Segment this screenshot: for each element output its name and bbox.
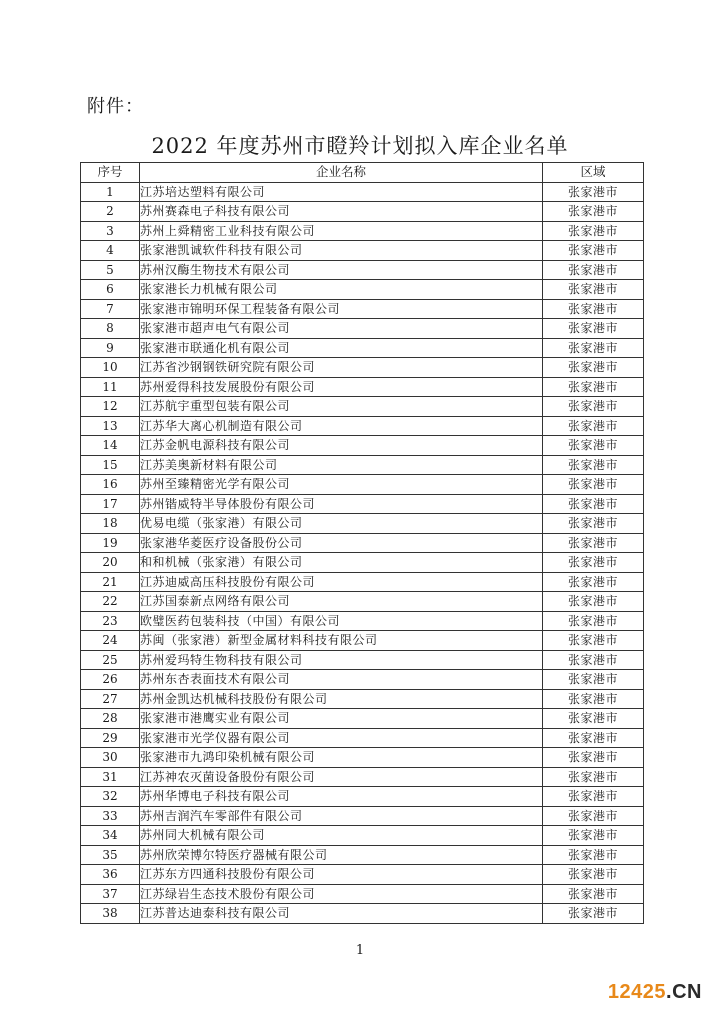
header-region: 区域 bbox=[543, 163, 644, 183]
company-name: 苏州吉润汽车零部件有限公司 bbox=[140, 806, 543, 826]
row-index: 13 bbox=[81, 416, 140, 436]
table-row bbox=[81, 904, 644, 924]
region: 张家港市 bbox=[543, 397, 644, 417]
table-row bbox=[81, 650, 644, 670]
company-name: 江苏东方四通科技股份有限公司 bbox=[140, 865, 543, 885]
attachment-label: 附件： bbox=[87, 96, 144, 117]
company-name: 苏州锴威特半导体股份有限公司 bbox=[140, 494, 543, 514]
company-name: 苏闽（张家港）新型金属材料科技有限公司 bbox=[140, 631, 543, 651]
table-row bbox=[81, 338, 644, 358]
table-row bbox=[81, 455, 644, 475]
region: 张家港市 bbox=[543, 806, 644, 826]
row-index: 28 bbox=[81, 709, 140, 729]
table-row bbox=[81, 611, 644, 631]
row-index: 20 bbox=[81, 553, 140, 573]
row-index: 36 bbox=[81, 865, 140, 885]
table-row bbox=[81, 689, 644, 709]
region: 张家港市 bbox=[543, 494, 644, 514]
company-name: 张家港长力机械有限公司 bbox=[140, 280, 543, 300]
row-index: 26 bbox=[81, 670, 140, 690]
region: 张家港市 bbox=[543, 572, 644, 592]
region: 张家港市 bbox=[543, 221, 644, 241]
company-name: 江苏金帆电源科技有限公司 bbox=[140, 436, 543, 456]
watermark-number: 12425 bbox=[607, 981, 667, 1003]
header-company-name: 企业名称 bbox=[140, 163, 543, 183]
table-row bbox=[81, 397, 644, 417]
company-name: 江苏华大离心机制造有限公司 bbox=[140, 416, 543, 436]
table-row bbox=[81, 280, 644, 300]
company-name: 优易电缆（张家港）有限公司 bbox=[140, 514, 543, 534]
company-name: 苏州欣荣博尔特医疗器械有限公司 bbox=[140, 845, 543, 865]
company-name: 张家港市超声电气有限公司 bbox=[140, 319, 543, 339]
company-name: 苏州至臻精密光学有限公司 bbox=[140, 475, 543, 495]
row-index: 11 bbox=[81, 377, 140, 397]
company-name: 欧璧医药包装科技（中国）有限公司 bbox=[140, 611, 543, 631]
region: 张家港市 bbox=[543, 455, 644, 475]
table-row bbox=[81, 865, 644, 885]
table-row bbox=[81, 592, 644, 612]
table-row bbox=[81, 241, 644, 261]
company-name: 苏州爱玛特生物科技有限公司 bbox=[140, 650, 543, 670]
region: 张家港市 bbox=[543, 904, 644, 924]
region: 张家港市 bbox=[543, 377, 644, 397]
region: 张家港市 bbox=[543, 182, 644, 202]
company-name: 江苏美奥新材料有限公司 bbox=[140, 455, 543, 475]
row-index: 38 bbox=[81, 904, 140, 924]
row-index: 34 bbox=[81, 826, 140, 846]
row-index: 31 bbox=[81, 767, 140, 787]
table-row bbox=[81, 553, 644, 573]
row-index: 5 bbox=[81, 260, 140, 280]
region: 张家港市 bbox=[543, 260, 644, 280]
table-row bbox=[81, 533, 644, 553]
row-index: 17 bbox=[81, 494, 140, 514]
table-row bbox=[81, 494, 644, 514]
page-title: 2022 年度苏州市瞪羚计划拟入库企业名单 bbox=[151, 134, 569, 158]
region: 张家港市 bbox=[543, 338, 644, 358]
region: 张家港市 bbox=[543, 358, 644, 378]
region: 张家港市 bbox=[543, 514, 644, 534]
company-name: 张家港市光学仪器有限公司 bbox=[140, 728, 543, 748]
row-index: 32 bbox=[81, 787, 140, 807]
row-index: 19 bbox=[81, 533, 140, 553]
header-index: 序号 bbox=[81, 163, 140, 183]
row-index: 37 bbox=[81, 884, 140, 904]
region: 张家港市 bbox=[543, 767, 644, 787]
company-name: 张家港市九鸿印染机械有限公司 bbox=[140, 748, 543, 768]
company-name: 苏州赛森电子科技有限公司 bbox=[140, 202, 543, 222]
region: 张家港市 bbox=[543, 884, 644, 904]
row-index: 12 bbox=[81, 397, 140, 417]
row-index: 25 bbox=[81, 650, 140, 670]
row-index: 1 bbox=[81, 182, 140, 202]
table-row bbox=[81, 514, 644, 534]
region: 张家港市 bbox=[543, 728, 644, 748]
company-name: 张家港凯诚软件科技有限公司 bbox=[140, 241, 543, 261]
table-row bbox=[81, 319, 644, 339]
watermark-logo bbox=[608, 981, 702, 1004]
row-index: 33 bbox=[81, 806, 140, 826]
row-index: 16 bbox=[81, 475, 140, 495]
table-row bbox=[81, 299, 644, 319]
company-name: 苏州华博电子科技有限公司 bbox=[140, 787, 543, 807]
row-index: 10 bbox=[81, 358, 140, 378]
region: 张家港市 bbox=[543, 845, 644, 865]
company-name: 张家港市港鹰实业有限公司 bbox=[140, 709, 543, 729]
company-name: 苏州东杏表面技术有限公司 bbox=[140, 670, 543, 690]
company-name: 张家港市锦明环保工程装备有限公司 bbox=[140, 299, 543, 319]
table-row bbox=[81, 260, 644, 280]
table-row bbox=[81, 884, 644, 904]
table-row bbox=[81, 826, 644, 846]
region: 张家港市 bbox=[543, 475, 644, 495]
table-row bbox=[81, 221, 644, 241]
region: 张家港市 bbox=[543, 709, 644, 729]
region: 张家港市 bbox=[543, 650, 644, 670]
company-name: 张家港市联通化机有限公司 bbox=[140, 338, 543, 358]
region: 张家港市 bbox=[543, 553, 644, 573]
table-header-row bbox=[81, 163, 644, 183]
table-row bbox=[81, 182, 644, 202]
region: 张家港市 bbox=[543, 592, 644, 612]
company-name: 江苏培达塑料有限公司 bbox=[140, 182, 543, 202]
region: 张家港市 bbox=[543, 748, 644, 768]
row-index: 29 bbox=[81, 728, 140, 748]
table-row bbox=[81, 845, 644, 865]
row-index: 14 bbox=[81, 436, 140, 456]
company-name: 苏州同大机械有限公司 bbox=[140, 826, 543, 846]
row-index: 15 bbox=[81, 455, 140, 475]
table-row bbox=[81, 806, 644, 826]
row-index: 18 bbox=[81, 514, 140, 534]
company-table bbox=[80, 162, 644, 924]
table-row bbox=[81, 572, 644, 592]
company-name: 江苏绿岩生态技术股份有限公司 bbox=[140, 884, 543, 904]
row-index: 30 bbox=[81, 748, 140, 768]
region: 张家港市 bbox=[543, 280, 644, 300]
row-index: 22 bbox=[81, 592, 140, 612]
row-index: 23 bbox=[81, 611, 140, 631]
table-row bbox=[81, 631, 644, 651]
region: 张家港市 bbox=[543, 241, 644, 261]
table-row bbox=[81, 377, 644, 397]
region: 张家港市 bbox=[543, 865, 644, 885]
region: 张家港市 bbox=[543, 670, 644, 690]
company-name: 张家港华菱医疗设备股份公司 bbox=[140, 533, 543, 553]
company-name: 苏州爱得科技发展股份有限公司 bbox=[140, 377, 543, 397]
company-name: 和和机械（张家港）有限公司 bbox=[140, 553, 543, 573]
row-index: 4 bbox=[81, 241, 140, 261]
company-name: 江苏航宇重型包装有限公司 bbox=[140, 397, 543, 417]
region: 张家港市 bbox=[543, 299, 644, 319]
row-index: 9 bbox=[81, 338, 140, 358]
company-name: 江苏国泰新点网络有限公司 bbox=[140, 592, 543, 612]
watermark-suffix: .CN bbox=[666, 981, 702, 1003]
row-index: 21 bbox=[81, 572, 140, 592]
region: 张家港市 bbox=[543, 202, 644, 222]
company-name: 苏州金凯达机械科技股份有限公司 bbox=[140, 689, 543, 709]
region: 张家港市 bbox=[543, 631, 644, 651]
row-index: 24 bbox=[81, 631, 140, 651]
table-row bbox=[81, 358, 644, 378]
region: 张家港市 bbox=[543, 611, 644, 631]
table-row bbox=[81, 475, 644, 495]
region: 张家港市 bbox=[543, 826, 644, 846]
row-index: 6 bbox=[81, 280, 140, 300]
table-row bbox=[81, 748, 644, 768]
page-number: 1 bbox=[355, 943, 365, 958]
row-index: 8 bbox=[81, 319, 140, 339]
table-row bbox=[81, 670, 644, 690]
row-index: 3 bbox=[81, 221, 140, 241]
company-name: 苏州上舜精密工业科技有限公司 bbox=[140, 221, 543, 241]
company-name: 江苏神农灭菌设备股份有限公司 bbox=[140, 767, 543, 787]
table-row bbox=[81, 728, 644, 748]
table-row bbox=[81, 416, 644, 436]
region: 张家港市 bbox=[543, 689, 644, 709]
table-row bbox=[81, 709, 644, 729]
region: 张家港市 bbox=[543, 416, 644, 436]
company-name: 江苏省沙钢钢铁研究院有限公司 bbox=[140, 358, 543, 378]
table-row bbox=[81, 787, 644, 807]
row-index: 2 bbox=[81, 202, 140, 222]
region: 张家港市 bbox=[543, 319, 644, 339]
table-row bbox=[81, 767, 644, 787]
row-index: 7 bbox=[81, 299, 140, 319]
row-index: 27 bbox=[81, 689, 140, 709]
region: 张家港市 bbox=[543, 436, 644, 456]
region: 张家港市 bbox=[543, 787, 644, 807]
company-name: 江苏普达迪泰科技有限公司 bbox=[140, 904, 543, 924]
region: 张家港市 bbox=[543, 533, 644, 553]
table-row bbox=[81, 202, 644, 222]
company-name: 苏州汉酶生物技术有限公司 bbox=[140, 260, 543, 280]
row-index: 35 bbox=[81, 845, 140, 865]
table-row bbox=[81, 436, 644, 456]
company-name: 江苏迪威高压科技股份有限公司 bbox=[140, 572, 543, 592]
